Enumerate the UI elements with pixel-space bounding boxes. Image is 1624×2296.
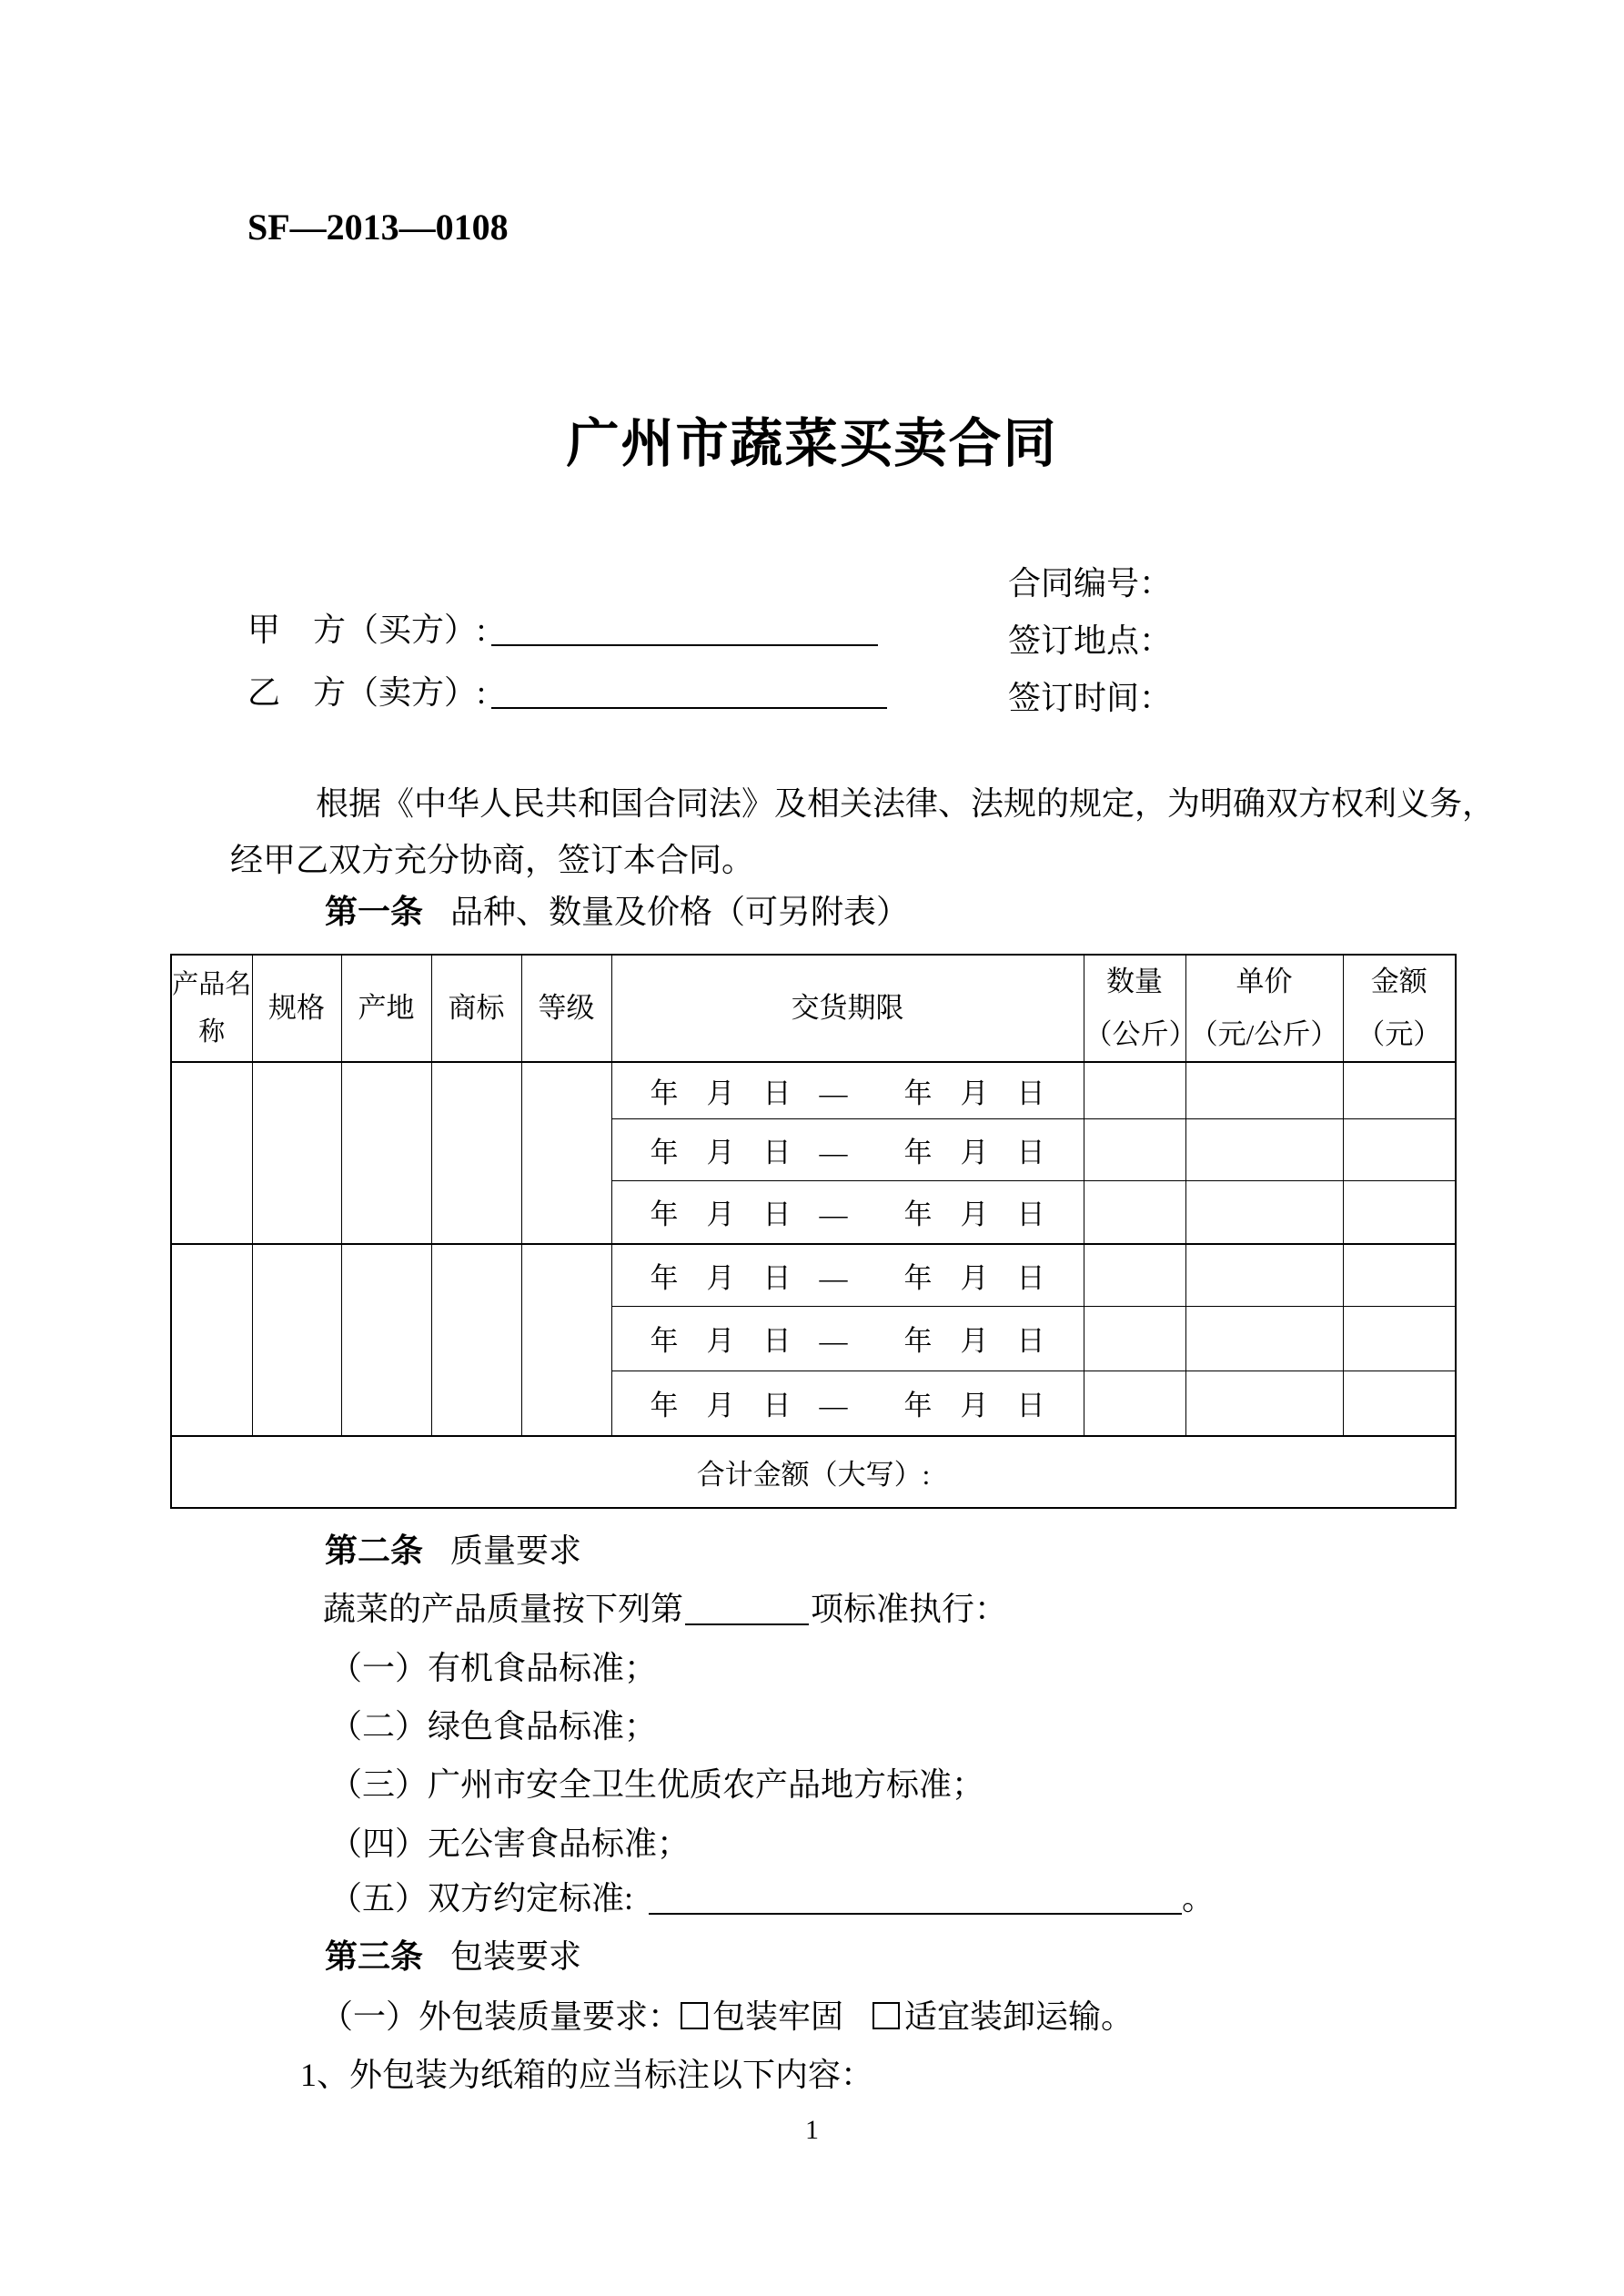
page-title: 广州市蔬菜买卖合同 bbox=[566, 414, 1058, 473]
quantity-cell[interactable] bbox=[1084, 1118, 1185, 1180]
amount-cell[interactable] bbox=[1343, 1118, 1456, 1180]
delivery-period-cell[interactable]: 年 月 日 — 年 月 日 bbox=[611, 1062, 1084, 1118]
col-header-origin: 产地 bbox=[341, 955, 431, 1062]
unit-price-cell[interactable] bbox=[1185, 1062, 1343, 1118]
origin-cell[interactable] bbox=[341, 1244, 431, 1436]
article1-heading bbox=[325, 886, 909, 933]
article1-title: 品种、数量及价格（可另附表） bbox=[450, 894, 910, 930]
table-row bbox=[171, 1062, 1456, 1118]
spec-cell[interactable] bbox=[252, 1244, 341, 1436]
col-header-product-name: 产品名称 bbox=[171, 955, 252, 1062]
contract-no-label: 合同编号： bbox=[1008, 565, 1173, 602]
sign-time-label: 签订时间： bbox=[1008, 680, 1173, 716]
article2-heading bbox=[325, 1525, 581, 1572]
packaging-item-2: 1、外包装为纸箱的应当标注以下内容： bbox=[300, 2057, 874, 2093]
total-amount-label[interactable]: 合计金额（大写）: bbox=[171, 1436, 1456, 1508]
quality-item-1: （一）有机食品标准； bbox=[329, 1650, 658, 1686]
col-header-unit-price: 单价 （元/公斤） bbox=[1185, 955, 1343, 1062]
quality-item-5-suffix: 。 bbox=[1182, 1880, 1215, 1917]
delivery-period-cell[interactable]: 年 月 日 — 年 月 日 bbox=[611, 1244, 1084, 1306]
quantity-cell[interactable] bbox=[1084, 1062, 1185, 1118]
quality-item-5-label: （五）双方约定标准: bbox=[329, 1880, 642, 1917]
quality-item-2: （二）绿色食品标准； bbox=[329, 1708, 658, 1745]
amount-cell[interactable] bbox=[1343, 1371, 1456, 1436]
unit-price-cell[interactable] bbox=[1185, 1244, 1343, 1306]
checkbox-icon[interactable] bbox=[873, 2002, 900, 2029]
delivery-period-cell[interactable]: 年 月 日 — 年 月 日 bbox=[611, 1180, 1084, 1244]
article3-heading bbox=[325, 1931, 581, 1977]
checkbox2-label: 适宜装卸运输。 bbox=[904, 1998, 1135, 2035]
party-a-label: 甲 方（买方）: bbox=[247, 612, 487, 648]
origin-cell[interactable] bbox=[341, 1062, 431, 1244]
col-header-spec: 规格 bbox=[252, 955, 341, 1062]
col-header-brand: 商标 bbox=[431, 955, 521, 1062]
article2-number: 第二条 bbox=[325, 1532, 424, 1569]
table-total-row bbox=[171, 1436, 1456, 1508]
party-a-row bbox=[247, 604, 878, 651]
grade-cell[interactable] bbox=[521, 1062, 611, 1244]
article3-title: 包装要求 bbox=[450, 1938, 582, 1975]
col-header-delivery-period: 交货期限 bbox=[611, 955, 1084, 1062]
party-b-row bbox=[247, 667, 887, 713]
table-header-row bbox=[171, 955, 1456, 1062]
quality-item-3: （三）广州市安全卫生优质农产品地方标准； bbox=[329, 1766, 985, 1803]
quality-intro-prefix: 蔬菜的产品质量按下列第 bbox=[323, 1591, 684, 1627]
intro-line-1: 根据《中华人民共和国合同法》及相关法律、法规的规定，为明确双方权利义务， bbox=[316, 785, 1496, 822]
delivery-period-cell[interactable]: 年 月 日 — 年 月 日 bbox=[611, 1371, 1084, 1436]
doc-code: SF—2013—0108 bbox=[247, 207, 509, 248]
unit-price-cell[interactable] bbox=[1185, 1118, 1343, 1180]
checkbox-icon[interactable] bbox=[681, 2002, 708, 2029]
party-b-label: 乙 方（卖方）: bbox=[247, 674, 487, 711]
checkbox1-label: 包装牢固 bbox=[712, 1998, 844, 2035]
grade-cell[interactable] bbox=[521, 1244, 611, 1436]
packaging-item-1-prefix: （一）外包装质量要求： bbox=[320, 1998, 681, 2035]
sign-place-label: 签订地点： bbox=[1008, 622, 1173, 659]
article1-number: 第一条 bbox=[325, 893, 424, 930]
quality-intro bbox=[323, 1583, 1007, 1630]
quality-item-4: （四）无公害食品标准； bbox=[329, 1826, 691, 1862]
quantity-cell[interactable] bbox=[1084, 1306, 1185, 1371]
agreed-standard-blank[interactable] bbox=[649, 1880, 1182, 1915]
standard-number-blank[interactable] bbox=[685, 1591, 809, 1625]
quality-intro-suffix: 项标准执行： bbox=[811, 1591, 1008, 1627]
article3-number: 第三条 bbox=[325, 1937, 424, 1975]
brand-cell[interactable] bbox=[431, 1244, 521, 1436]
amount-cell[interactable] bbox=[1343, 1062, 1456, 1118]
product-name-cell[interactable] bbox=[171, 1062, 252, 1244]
unit-price-cell[interactable] bbox=[1185, 1180, 1343, 1244]
delivery-period-cell[interactable]: 年 月 日 — 年 月 日 bbox=[611, 1118, 1084, 1180]
quantity-cell[interactable] bbox=[1084, 1180, 1185, 1244]
party-b-blank[interactable] bbox=[491, 674, 887, 709]
amount-cell[interactable] bbox=[1343, 1180, 1456, 1244]
amount-cell[interactable] bbox=[1343, 1244, 1456, 1306]
amount-cell[interactable] bbox=[1343, 1306, 1456, 1371]
party-a-blank[interactable] bbox=[491, 612, 878, 646]
quantity-cell[interactable] bbox=[1084, 1371, 1185, 1436]
intro-line-2: 经甲乙双方充分协商，签订本合同。 bbox=[230, 842, 755, 878]
table-row bbox=[171, 1244, 1456, 1306]
col-header-amount: 金额 （元） bbox=[1343, 955, 1456, 1062]
quantity-cell[interactable] bbox=[1084, 1244, 1185, 1306]
quality-item-5 bbox=[329, 1873, 1215, 1919]
unit-price-cell[interactable] bbox=[1185, 1371, 1343, 1436]
product-name-cell[interactable] bbox=[171, 1244, 252, 1436]
unit-price-cell[interactable] bbox=[1185, 1306, 1343, 1371]
delivery-period-cell[interactable]: 年 月 日 — 年 月 日 bbox=[611, 1306, 1084, 1371]
spec-cell[interactable] bbox=[252, 1062, 341, 1244]
col-header-grade: 等级 bbox=[521, 955, 611, 1062]
packaging-item-1 bbox=[320, 1991, 1134, 2038]
brand-cell[interactable] bbox=[431, 1062, 521, 1244]
col-header-quantity: 数量 （公斤） bbox=[1084, 955, 1185, 1062]
page-number: 1 bbox=[805, 2115, 819, 2145]
article2-title: 质量要求 bbox=[450, 1532, 582, 1569]
products-table bbox=[170, 954, 1457, 1509]
